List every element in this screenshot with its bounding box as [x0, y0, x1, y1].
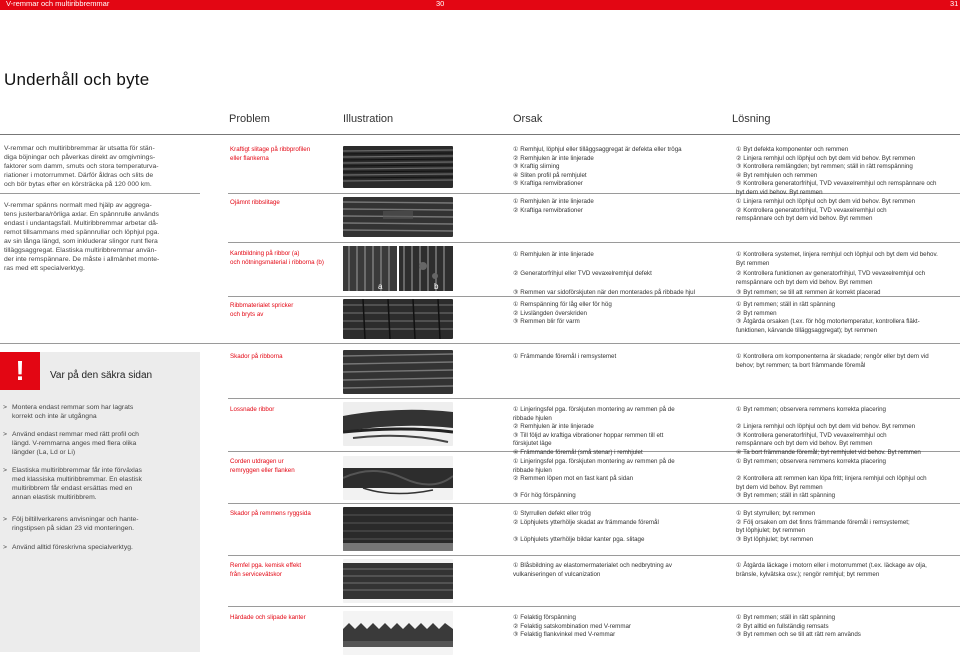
safety-title: Var på den säkra sidan — [50, 370, 153, 381]
orsak-list: ① Främmande föremål i remsystemet — [513, 353, 617, 360]
row-divider — [228, 606, 960, 607]
row-divider — [228, 242, 960, 243]
losning-list: ① Linjera remhjul och löphjul och byt dem vid behov. Byt remmen ② Kontrollera generatorfrihjul, TVD vevaxelremhjul och remspännare och byt dem vid behov. Byt remmen — [736, 198, 916, 223]
row-divider — [228, 503, 960, 504]
problem-label: Skador på ribborna — [230, 353, 283, 360]
column-header-problem: Problem — [229, 113, 270, 125]
problem-label: Kantbildning på ribbor (a) och nötningsmaterial i ribborna (b) — [230, 250, 324, 266]
warning-icon: ! — [0, 352, 40, 390]
intro-paragraph-2: V-remmar spänns normalt med hjälp av aggrega- tens justerbara/rörliga axlar. En spännrulle används endast i undantagsfall. Multiribbremmar arbetar då- remot tillsammans med spännrullar och löphjul pga. av sin långa längd, som inkluderar slingor runt flera tilläggsaggregat. Elastiska multiribbremmar använ- der inte remspännare. De måste i allmänhet monte- ras med ett specialverktyg. — [4, 202, 160, 272]
belt-image-abrasion — [399, 246, 453, 291]
belt-image-uneven-wear — [343, 197, 453, 237]
belt-image-ribbed-worn — [343, 146, 453, 188]
column-header-illustration: Illustration — [343, 113, 394, 125]
belt-image-cracked — [343, 299, 453, 339]
belt-image-damaged-ribs — [343, 350, 453, 394]
losning-list: ① Kontrollera systemet, linjera remhjul och löphjul och byt dem vid behov. Byt remmen ② Kontrollera funktionen av generatorfrihjul, TVD vevaxelremhjul och remspännare och byt dem vid behov. Byt remmen ③ Byt remmen; se till att remmen är korrekt placerad — [736, 251, 938, 296]
safety-item: > Använd endast remmar med rätt profil och längd. V-remmarna anges med flera olika längder (La, Ld or Li) — [3, 431, 139, 456]
orsak-list: ① Remhjulen är inte linjerade ② Generatorfrihjul eller TVD vevaxelremhjul defekt ③ Remmen var sidoförskjuten när den monterades på ribbade hjul — [513, 251, 695, 296]
losning-list: ① Byt remmen; ställ in rätt spänning ② Byt remmen ③ Åtgärda orsaken (t.ex. för hög motortemperatur, kontrollera fläkt- funktionen, kärvande tilläggsaggregat); byt remmen — [736, 301, 920, 334]
column-header-losning: Lösning — [732, 113, 771, 125]
losning-list: ① Byt styrrullen; byt remmen ② Följ orsaken om det finns främmande föremål i remsystemet; byt löphjulet; byt remmen ③ Byt löphjulet; byt remmen — [736, 510, 910, 543]
belt-image-hardened-edges — [343, 611, 453, 655]
belt-image-cord-pulled — [343, 456, 453, 500]
safety-panel — [0, 352, 200, 652]
safety-item: > Montera endast remmar som har lagrats korrekt och inte är utgångna — [3, 404, 134, 420]
orsak-list: ① Linjeringsfel pga. förskjuten montering av remmen på de ribbade hjulen ② Remmen löpen mot en fast kant på sidan ③ För hög förspänning — [513, 458, 675, 500]
illustration-label-b: b — [434, 282, 439, 291]
losning-list: ① Byt remmen; observera remmens korrekta placering ② Kontrollera att remmen kan löpa fritt; linjera remhjul och löphjul och byt dem vid behov. Byt remmen ③ Byt remmen; ställ in rätt spänning — [736, 458, 927, 500]
problem-label: Ribbmaterialet spricker och bryts av — [230, 302, 294, 318]
belt-image-loose-ribs — [343, 402, 453, 446]
problem-label: Kraftigt slitage på ribbprofilen eller flankerna — [230, 146, 311, 162]
section-title: Underhåll och byte — [4, 70, 150, 89]
problem-label: Ojämnt ribbslitage — [230, 199, 280, 206]
problem-label: Skador på remmens ryggsida — [230, 510, 311, 517]
orsak-list: ① Blåsbildning av elastomermaterialet och nedbrytning av vulkaniseringen of vulcanization — [513, 562, 672, 578]
orsak-list: ① Linjeringsfel pga. förskjuten montering av remmen på de ribbade hjulen ② Remhjulen är inte linjerade ③ Till följd av kraftiga vibrationer hoppar remmen till ett förskjutet läge ④ Främmande föremål (små stenar) i remhjulet — [513, 406, 675, 456]
orsak-list: ① Remhjulen är inte linjerade ② Kraftiga remvibrationer — [513, 198, 594, 214]
losning-list: ① Kontrollera om komponenterna är skadade; rengör eller byt dem vid behov; byt remmen; ta bort främmande föremål — [736, 353, 929, 369]
intro-paragraph-1: V-remmar och multiribbremmar är utsatta för stän- diga böjningar och påverkas direkt av omgivnings- faktorer som damm, smuts och stora temperaturva- riationer i motorrummet. Därför åldras och slits de och bör bytas efter en körsträcka på 120 000 km. — [4, 145, 159, 188]
safety-item: > Använd alltid föreskrivna specialverktyg. — [3, 544, 133, 551]
document-title: V-remmar och multiribbremmar — [6, 0, 110, 8]
row-divider — [228, 555, 960, 556]
header-bar — [0, 0, 960, 10]
illustration-label-a: a — [378, 282, 383, 291]
row-divider — [228, 398, 960, 399]
page-number-right: 31 — [950, 0, 959, 8]
belt-image-chemical-damage — [343, 559, 453, 603]
problem-label: Härdade och slipade kanter — [230, 614, 306, 621]
safety-item: > Följ biltillverkarens anvisningar och hante- ringstipsen på sidan 23 vid monteringen. — [3, 516, 139, 532]
safety-item: > Elastiska multiribbremmar får inte förväxlas med klassiska multiribbremmar. En elastisk multiribbrem får endast ersättas med en annan elastisk multiribbrem. — [3, 467, 142, 501]
orsak-list: ① Remspänning för låg eller för hög ② Livslängden överskriden ③ Remmen blir för varm — [513, 301, 612, 326]
orsak-list: ① Felaktig förspänning ② Felaktig satskombination med V-remmar ③ Felaktig flankvinkel med V-remmar — [513, 614, 631, 639]
intro-divider — [0, 193, 200, 194]
orsak-list: ① Styrrullen defekt eller trög ② Löphjulets ytterhölje skadat av främmande föremål ③ Löphjulets ytterhölje bildar kanter pga. slitage — [513, 510, 659, 543]
column-header-orsak: Orsak — [513, 113, 543, 125]
problem-label: Corden utdragen ur remryggen eller flanken — [230, 458, 295, 474]
belt-image-back-damage — [343, 507, 453, 551]
problem-label: Lossnade ribbor — [230, 406, 275, 413]
losning-list: ① Åtgärda läckage i motorn eller i motorrummet (t.ex. läckage av olja, bränsle, kylvätska osv.); rengör remhjul; byt remmen — [736, 562, 927, 578]
orsak-list: ① Remhjul, löphjul eller tilläggsaggregat är defekta eller tröga ② Remhjulen är inte linjerade ③ Kraftig slirning ④ Sliten profil på remhjulet ⑤ Kraftiga remvibrationer — [513, 146, 682, 188]
losning-list: ① Byt remmen; observera remmens korrekta placering ② Linjera remhjul och löphjul och byt dem vid behov. Byt remmen ③ Kontrollera generatorfrihjul, TVD vevaxelremhjul och remspännare och byt dem vid behov. Byt remmen ④ Ta bort främmande föremål; byt remhjulet vid behov. Byt remmen — [736, 406, 921, 456]
row-divider — [0, 343, 960, 344]
header-divider — [0, 134, 960, 135]
losning-list: ① Byt remmen; ställ in rätt spänning ② Byt alltid en fullständig remsats ③ Byt remmen och se till att rätt rem används — [736, 614, 861, 639]
problem-label: Remfel pga. kemisk effekt från servicevätskor — [230, 562, 302, 578]
belt-image-edge-formation — [343, 246, 397, 291]
losning-list: ① Byt defekta komponenter och remmen ② Linjera remhjul och löphjul och byt dem vid behov. Byt remmen ③ Kontrollera remlängden; byt remmen; ställ in rätt remspänning ④ Byt remhjulen och remmen ⑤ Kontrollera generatorfrihjul, TVD vevaxelremhjul och remspännare och byt dem vid behov. Byt remmen — [736, 146, 937, 196]
page-number-left: 30 — [436, 0, 445, 8]
